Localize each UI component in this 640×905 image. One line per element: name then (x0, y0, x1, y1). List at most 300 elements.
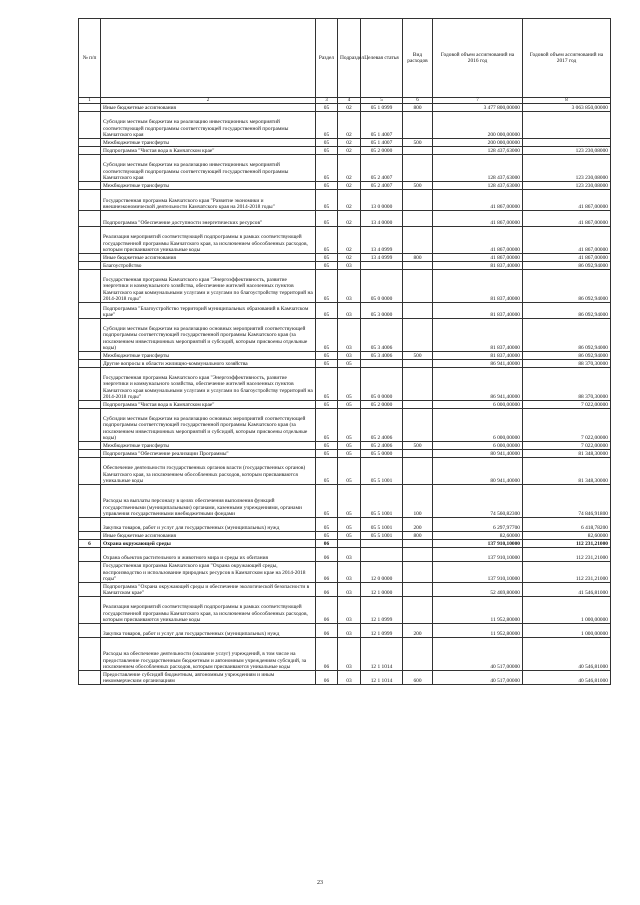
row-volume-2017-cell: 123 230,08000 (523, 147, 611, 155)
row-number-cell: 6 (79, 540, 101, 548)
row-name-cell: Государственная программа Камчатского края "Энергоэффективность, развитие энергетики и коммунального хозяйства, обеспечение жителей населенных пунктов Камчатского края коммунальными услугами и услугами по благоустройству территорий на 2014-2018 годы" (101, 270, 316, 303)
row-volume-2016-cell: 41 867,00000 (433, 211, 523, 227)
row-volume-2016-cell: 6 000,00000 (433, 409, 523, 442)
row-name-cell: Подпрограмма "Благоустройство территорий муниципальных образований в Камчатском крае" (101, 303, 316, 319)
row-volume-2016-cell: 137 910,10000 (433, 562, 523, 583)
row-volume-2017-cell: 41 867,00000 (523, 211, 611, 227)
row-podrazdel-cell: 02 (338, 211, 361, 227)
row-name-cell: Реализация мероприятий соответствующей подпрограммы в рамках соответствующей государственной программы Камчатского края, за исключением обособленных расходов, которым присваиваются уникальные коды (101, 597, 316, 624)
row-name-cell: Межбюджетные трансферты (101, 139, 316, 147)
row-expense-type-cell: 800 (403, 532, 433, 540)
row-podrazdel-cell: 03 (338, 319, 361, 352)
row-volume-2017-cell: 112 231,21000 (523, 548, 611, 562)
row-number-cell (79, 450, 101, 458)
row-number-cell (79, 147, 101, 155)
row-expense-type-cell: 500 (403, 182, 433, 190)
row-number-cell (79, 104, 101, 112)
row-volume-2016-cell: 81 837,40000 (433, 352, 523, 360)
row-target-article-cell: 05 5 0000 (361, 450, 403, 458)
row-podrazdel-cell: 05 (338, 409, 361, 442)
table-row (79, 262, 611, 270)
row-expense-type-cell (403, 211, 433, 227)
row-target-article-cell: 12 1 0000 (361, 583, 403, 597)
row-expense-type-cell (403, 262, 433, 270)
row-razdel-cell: 05 (316, 147, 338, 155)
row-podrazdel-cell: 02 (338, 182, 361, 190)
row-volume-2016-cell: 86 941,40000 (433, 360, 523, 368)
row-expense-type-cell: 200 (403, 518, 433, 532)
row-razdel-cell: 05 (316, 270, 338, 303)
row-number-cell (79, 518, 101, 532)
row-number-cell (79, 368, 101, 401)
row-razdel-cell: 05 (316, 262, 338, 270)
row-name-cell: Субсидии местным бюджетам на реализацию инвестиционных мероприятий соответствующей подпрограммы соответствующей государственной программы Камчатского края (101, 155, 316, 182)
table-row (79, 458, 611, 485)
row-volume-2016-cell: 80 941,40000 (433, 450, 523, 458)
row-podrazdel-cell: 03 (338, 671, 361, 685)
row-volume-2016-cell: 81 837,40000 (433, 270, 523, 303)
table-row (79, 352, 611, 360)
row-number-cell (79, 139, 101, 147)
row-volume-2016-cell: 40 517,00000 (433, 671, 523, 685)
row-name-cell: Подпрограмма "Чистая вода в Камчатском крае" (101, 147, 316, 155)
row-expense-type-cell (403, 227, 433, 254)
row-target-article-cell: 05 2 4007 (361, 155, 403, 182)
row-volume-2017-cell: 88 370,30000 (523, 368, 611, 401)
row-volume-2017-cell: 86 092,94000 (523, 270, 611, 303)
row-expense-type-cell: 500 (403, 139, 433, 147)
row-expense-type-cell (403, 597, 433, 624)
row-name-cell: Предоставление субсидий бюджетным, автономным учреждениям и иным некоммерческим организациям (101, 671, 316, 685)
row-expense-type-cell (403, 360, 433, 368)
row-razdel-cell: 05 (316, 518, 338, 532)
row-podrazdel-cell: 02 (338, 190, 361, 211)
row-podrazdel-cell: 03 (338, 562, 361, 583)
row-podrazdel-cell: 05 (338, 368, 361, 401)
row-name-cell: Подпрограмма "Обеспечение реализации Программы" (101, 450, 316, 458)
row-name-cell: Закупка товаров, работ и услуг для государственных (муниципальных) нужд (101, 518, 316, 532)
row-target-article-cell: 12 0 0000 (361, 562, 403, 583)
row-target-article-cell: 05 0 0000 (361, 368, 403, 401)
row-name-cell: Межбюджетные трансферты (101, 352, 316, 360)
row-volume-2016-cell: 74 560,82300 (433, 485, 523, 518)
row-expense-type-cell: 600 (403, 671, 433, 685)
table-row (79, 303, 611, 319)
row-volume-2017-cell: 1 000,00000 (523, 597, 611, 624)
row-target-article-cell: 13 4 0000 (361, 211, 403, 227)
row-target-article-cell: 05 0 0000 (361, 270, 403, 303)
row-expense-type-cell (403, 401, 433, 409)
table-row (79, 112, 611, 139)
table-row (79, 104, 611, 112)
row-number-cell (79, 262, 101, 270)
row-volume-2017-cell: 86 092,94000 (523, 352, 611, 360)
row-target-article-cell: 13 0 0000 (361, 190, 403, 211)
row-razdel-cell: 05 (316, 532, 338, 540)
row-target-article-cell: 13 4 0999 (361, 254, 403, 262)
row-podrazdel-cell: 02 (338, 104, 361, 112)
row-volume-2016-cell: 128 437,63000 (433, 155, 523, 182)
row-volume-2017-cell: 41 867,00000 (523, 190, 611, 211)
row-razdel-cell: 05 (316, 458, 338, 485)
row-volume-2016-cell: 11 952,80000 (433, 597, 523, 624)
row-target-article-cell: 12 1 0999 (361, 597, 403, 624)
row-volume-2017-cell: 123 230,08000 (523, 155, 611, 182)
row-number-cell (79, 190, 101, 211)
table-row (79, 518, 611, 532)
row-number-cell (79, 485, 101, 518)
table-row (79, 147, 611, 155)
row-volume-2017-cell: 86 092,94000 (523, 303, 611, 319)
row-number-cell (79, 254, 101, 262)
row-razdel-cell: 06 (316, 583, 338, 597)
row-name-cell: Закупка товаров, работ и услуг для государственных (муниципальных) нужд (101, 624, 316, 638)
row-name-cell: Расходы на выплаты персоналу в целях обеспечения выполнения функций государственными (муниципальными) органами, казенными учреждениями, органами управления государственными внебюджетными фондами (101, 485, 316, 518)
row-podrazdel-cell: 02 (338, 147, 361, 155)
row-number-cell (79, 182, 101, 190)
row-target-article-cell: 05 2 4007 (361, 182, 403, 190)
row-razdel-cell: 05 (316, 409, 338, 442)
row-razdel-cell: 05 (316, 104, 338, 112)
row-volume-2017-cell: 86 092,94000 (523, 262, 611, 270)
row-number-cell (79, 548, 101, 562)
row-expense-type-cell: 100 (403, 485, 433, 518)
row-number-cell (79, 112, 101, 139)
row-volume-2016-cell: 11 952,80000 (433, 624, 523, 638)
row-number-cell (79, 319, 101, 352)
table-row (79, 485, 611, 518)
table-row (79, 624, 611, 638)
row-podrazdel-cell: 03 (338, 583, 361, 597)
row-target-article-cell: 05 1 0999 (361, 104, 403, 112)
row-podrazdel-cell: 05 (338, 485, 361, 518)
row-razdel-cell: 05 (316, 182, 338, 190)
row-number-cell (79, 227, 101, 254)
row-target-article-cell (361, 262, 403, 270)
row-volume-2017-cell: 6 418,78200 (523, 518, 611, 532)
row-volume-2016-cell: 40 517,00000 (433, 638, 523, 671)
row-razdel-cell: 06 (316, 562, 338, 583)
row-target-article-cell: 05 2 0000 (361, 401, 403, 409)
row-volume-2016-cell: 6 000,00000 (433, 442, 523, 450)
row-razdel-cell: 05 (316, 139, 338, 147)
row-expense-type-cell (403, 583, 433, 597)
row-podrazdel-cell: 02 (338, 254, 361, 262)
row-volume-2016-cell: 128 437,63000 (433, 147, 523, 155)
row-podrazdel-cell: 05 (338, 450, 361, 458)
index-cell: 3 (316, 98, 338, 104)
row-podrazdel-cell (338, 540, 361, 548)
row-volume-2017-cell: 7 022,00000 (523, 401, 611, 409)
row-volume-2016-cell: 81 837,40000 (433, 262, 523, 270)
row-name-cell: Охрана объектов растительного и животного мира и среды их обитания (101, 548, 316, 562)
row-volume-2017-cell: 41 867,00000 (523, 227, 611, 254)
row-podrazdel-cell: 03 (338, 624, 361, 638)
row-expense-type-cell (403, 638, 433, 671)
table-row (79, 182, 611, 190)
row-target-article-cell (361, 360, 403, 368)
row-razdel-cell: 05 (316, 227, 338, 254)
row-volume-2017-cell: 88 370,30000 (523, 360, 611, 368)
row-razdel-cell: 05 (316, 360, 338, 368)
index-cell: 4 (338, 98, 361, 104)
row-expense-type-cell (403, 450, 433, 458)
table-row (79, 270, 611, 303)
row-name-cell: Другие вопросы в области жилищно-коммунального хозяйства (101, 360, 316, 368)
row-razdel-cell: 05 (316, 401, 338, 409)
index-cell: 6 (403, 98, 433, 104)
table-row (79, 401, 611, 409)
index-cell: 8 (523, 98, 611, 104)
row-target-article-cell: 05 5 1001 (361, 532, 403, 540)
row-name-cell: Субсидии местным бюджетам на реализацию основных мероприятий соответствующей подпрограммы соответствующей государственной программы Камчатского края (за исключением инвестиционных мероприятий и субсидий, которым присвоены отдельные коды) (101, 409, 316, 442)
row-volume-2017-cell: 7 022,00000 (523, 442, 611, 450)
row-razdel-cell: 06 (316, 638, 338, 671)
row-volume-2017-cell: 112 231,21000 (523, 562, 611, 583)
row-volume-2017-cell: 3 063 850,00000 (523, 104, 611, 112)
row-razdel-cell: 05 (316, 442, 338, 450)
row-volume-2017-cell: 86 092,94000 (523, 319, 611, 352)
table-row (79, 540, 611, 548)
table-row (79, 548, 611, 562)
row-razdel-cell: 05 (316, 155, 338, 182)
row-razdel-cell: 05 (316, 190, 338, 211)
row-razdel-cell: 05 (316, 211, 338, 227)
row-number-cell (79, 211, 101, 227)
row-expense-type-cell (403, 155, 433, 182)
row-razdel-cell: 05 (316, 352, 338, 360)
budget-table-body (79, 104, 611, 685)
row-volume-2017-cell: 41 546,81000 (523, 583, 611, 597)
row-expense-type-cell (403, 147, 433, 155)
table-row (79, 442, 611, 450)
row-target-article-cell: 12 1 1014 (361, 638, 403, 671)
row-number-cell (79, 562, 101, 583)
page-number: 23 (317, 880, 323, 886)
row-expense-type-cell: 800 (403, 104, 433, 112)
row-target-article-cell: 05 1 4007 (361, 139, 403, 147)
row-volume-2017-cell (523, 139, 611, 147)
row-podrazdel-cell: 05 (338, 360, 361, 368)
header-target-article: Целевая статья (361, 19, 403, 98)
row-name-cell: Подпрограмма "Чистая вода в Камчатском крае" (101, 401, 316, 409)
row-number-cell (79, 303, 101, 319)
row-podrazdel-cell: 03 (338, 270, 361, 303)
row-name-cell: Реализация мероприятий соответствующей подпрограммы в рамках соответствующей государственной программы Камчатского края, за исключением обособленных расходов, которым присваиваются уникальные коды (101, 227, 316, 254)
row-expense-type-cell: 500 (403, 352, 433, 360)
index-cell: 5 (361, 98, 403, 104)
row-volume-2017-cell: 112 231,21000 (523, 540, 611, 548)
row-razdel-cell: 05 (316, 368, 338, 401)
index-cell: 1 (79, 98, 101, 104)
row-name-cell: Расходы на обеспечение деятельности (оказание услуг) учреждений, в том числе на предоставление государственным бюджетным и автономным учреждениям субсидий, за исключением обособленных расходов, которым присваиваются уникальные коды (101, 638, 316, 671)
row-name-cell: Иные бюджетные ассигнования (101, 532, 316, 540)
row-expense-type-cell: 200 (403, 624, 433, 638)
row-razdel-cell: 05 (316, 303, 338, 319)
row-podrazdel-cell: 05 (338, 442, 361, 450)
row-volume-2016-cell: 41 867,00000 (433, 227, 523, 254)
table-row (79, 139, 611, 147)
row-name-cell: Межбюджетные трансферты (101, 442, 316, 450)
row-target-article-cell: 05 5 1001 (361, 458, 403, 485)
row-podrazdel-cell: 03 (338, 597, 361, 624)
row-name-cell: Подпрограмма "Обеспечение доступности энергетических ресурсов" (101, 211, 316, 227)
row-name-cell: Иные бюджетные ассигнования (101, 254, 316, 262)
row-number-cell (79, 360, 101, 368)
row-number-cell (79, 409, 101, 442)
row-podrazdel-cell: 05 (338, 401, 361, 409)
row-target-article-cell (361, 540, 403, 548)
row-razdel-cell: 06 (316, 624, 338, 638)
row-number-cell (79, 442, 101, 450)
row-number-cell (79, 270, 101, 303)
row-target-article-cell: 05 3 4006 (361, 352, 403, 360)
row-number-cell (79, 401, 101, 409)
row-volume-2016-cell: 200 000,00000 (433, 139, 523, 147)
row-volume-2017-cell: 41 867,00000 (523, 254, 611, 262)
row-podrazdel-cell: 03 (338, 548, 361, 562)
row-volume-2017-cell: 40 546,81000 (523, 638, 611, 671)
row-razdel-cell: 05 (316, 450, 338, 458)
header-name (101, 19, 316, 98)
row-name-cell: Государственная программа Камчатского края "Энергоэффективность, развитие энергетики и коммунального хозяйства, обеспечение жителей населенных пунктов Камчатского края коммунальными услугами и услугами по благоустройству территорий на 2014-2018 годы" (101, 368, 316, 401)
row-target-article-cell: 05 2 4006 (361, 409, 403, 442)
row-expense-type-cell (403, 112, 433, 139)
row-volume-2016-cell: 137 910,10000 (433, 540, 523, 548)
row-volume-2017-cell (523, 112, 611, 139)
table-row (79, 583, 611, 597)
row-name-cell: Субсидии местным бюджетам на реализацию инвестиционных мероприятий соответствующей подпрограммы соответствующей государственной программы Камчатского края (101, 112, 316, 139)
table-row (79, 368, 611, 401)
row-razdel-cell: 06 (316, 597, 338, 624)
row-number-cell (79, 458, 101, 485)
row-number-cell (79, 671, 101, 685)
row-name-cell: Благоустройство (101, 262, 316, 270)
row-volume-2016-cell: 52 469,80000 (433, 583, 523, 597)
row-podrazdel-cell: 05 (338, 458, 361, 485)
row-number-cell (79, 583, 101, 597)
table-row (79, 638, 611, 671)
row-volume-2016-cell: 6 297,97700 (433, 518, 523, 532)
row-name-cell: Государственная программа Камчатского края "Охрана окружающей среды, воспроизводство и использование природных ресурсов в Камчатском крае на 2014-2018 годы" (101, 562, 316, 583)
row-volume-2016-cell: 81 837,40000 (433, 303, 523, 319)
budget-sheet (78, 18, 610, 685)
table-row (79, 671, 611, 685)
row-volume-2016-cell: 41 867,00000 (433, 190, 523, 211)
table-row (79, 450, 611, 458)
row-name-cell: Межбюджетные трансферты (101, 182, 316, 190)
row-target-article-cell: 12 1 1014 (361, 671, 403, 685)
row-volume-2016-cell: 41 867,00000 (433, 254, 523, 262)
row-target-article-cell: 05 5 1001 (361, 485, 403, 518)
row-number-cell (79, 597, 101, 624)
header-volume-2017: Годовой объем ассигнований на 2017 год (523, 19, 611, 98)
header-expense-type: Вид расходов (403, 19, 433, 98)
row-name-cell: Обеспечение деятельности государственных органов власти (государственных органов) Камчатского края, за исключением обособленных расходов, которым присваиваются уникальные коды (101, 458, 316, 485)
row-volume-2016-cell: 137 910,10000 (433, 548, 523, 562)
table-row (79, 190, 611, 211)
row-razdel-cell: 06 (316, 671, 338, 685)
row-podrazdel-cell: 03 (338, 638, 361, 671)
row-expense-type-cell (403, 270, 433, 303)
table-row (79, 319, 611, 352)
row-number-cell (79, 532, 101, 540)
row-expense-type-cell (403, 190, 433, 211)
row-podrazdel-cell: 05 (338, 518, 361, 532)
row-volume-2017-cell: 40 546,81000 (523, 671, 611, 685)
table-row (79, 532, 611, 540)
table-row (79, 211, 611, 227)
header-volume-2016: Годовой объем ассигнований на 2016 год (433, 19, 523, 98)
table-row (79, 562, 611, 583)
row-volume-2017-cell: 81 348,30000 (523, 450, 611, 458)
row-razdel-cell: 05 (316, 485, 338, 518)
row-expense-type-cell: 500 (403, 442, 433, 450)
row-razdel-cell: 05 (316, 319, 338, 352)
table-row (79, 597, 611, 624)
index-cell: 2 (101, 98, 316, 104)
row-target-article-cell: 05 3 4006 (361, 319, 403, 352)
row-target-article-cell: 13 4 0999 (361, 227, 403, 254)
row-expense-type-cell (403, 319, 433, 352)
index-cell: 7 (433, 98, 523, 104)
header-number: № п/п (79, 19, 101, 98)
row-target-article-cell: 05 3 0000 (361, 303, 403, 319)
row-podrazdel-cell: 03 (338, 262, 361, 270)
row-volume-2016-cell: 81 837,40000 (433, 319, 523, 352)
row-name-cell: Подпрограмма "Охрана окружающей среды и обеспечение экологической безопасности в Камчатском крае" (101, 583, 316, 597)
row-volume-2017-cell: 82,60000 (523, 532, 611, 540)
row-podrazdel-cell: 05 (338, 532, 361, 540)
row-name-cell: Охрана окружающей среды (101, 540, 316, 548)
row-volume-2016-cell: 86 941,40000 (433, 368, 523, 401)
row-volume-2016-cell: 3 477 800,00000 (433, 104, 523, 112)
row-target-article-cell: 05 2 4006 (361, 442, 403, 450)
table-row (79, 227, 611, 254)
row-expense-type-cell (403, 368, 433, 401)
row-volume-2016-cell: 6 000,00000 (433, 401, 523, 409)
row-podrazdel-cell: 02 (338, 155, 361, 182)
row-number-cell (79, 155, 101, 182)
row-target-article-cell: 05 1 4007 (361, 112, 403, 139)
row-volume-2016-cell: 200 000,00000 (433, 112, 523, 139)
row-volume-2017-cell: 123 230,08000 (523, 182, 611, 190)
row-volume-2017-cell: 1 000,00000 (523, 624, 611, 638)
header-podrazdel: Подраздел (338, 19, 361, 98)
row-volume-2016-cell: 128 437,63000 (433, 182, 523, 190)
row-name-cell: Государственная программа Камчатского края "Развитие экономики и внешнеэкономической деятельности Камчатского края на 2014-2018 годы" (101, 190, 316, 211)
header-razdel: Раздел (316, 19, 338, 98)
row-target-article-cell: 05 5 1001 (361, 518, 403, 532)
row-volume-2017-cell: 7 022,00000 (523, 409, 611, 442)
row-razdel-cell: 06 (316, 548, 338, 562)
row-razdel-cell: 05 (316, 254, 338, 262)
row-expense-type-cell (403, 458, 433, 485)
row-podrazdel-cell: 02 (338, 139, 361, 147)
row-name-cell: Субсидии местным бюджетам на реализацию основных мероприятий соответствующей подпрограммы соответствующей государственной программы Камчатского края (за исключением инвестиционных мероприятий и субсидий, которым присвоены отдельные коды) (101, 319, 316, 352)
row-expense-type-cell (403, 303, 433, 319)
row-expense-type-cell (403, 409, 433, 442)
table-row (79, 155, 611, 182)
row-expense-type-cell: 800 (403, 254, 433, 262)
row-target-article-cell (361, 548, 403, 562)
row-podrazdel-cell: 03 (338, 352, 361, 360)
row-podrazdel-cell: 02 (338, 112, 361, 139)
row-razdel-cell: 05 (316, 112, 338, 139)
budget-table (78, 18, 611, 685)
row-volume-2017-cell: 74 846,91800 (523, 485, 611, 518)
row-volume-2017-cell: 81 348,30000 (523, 458, 611, 485)
